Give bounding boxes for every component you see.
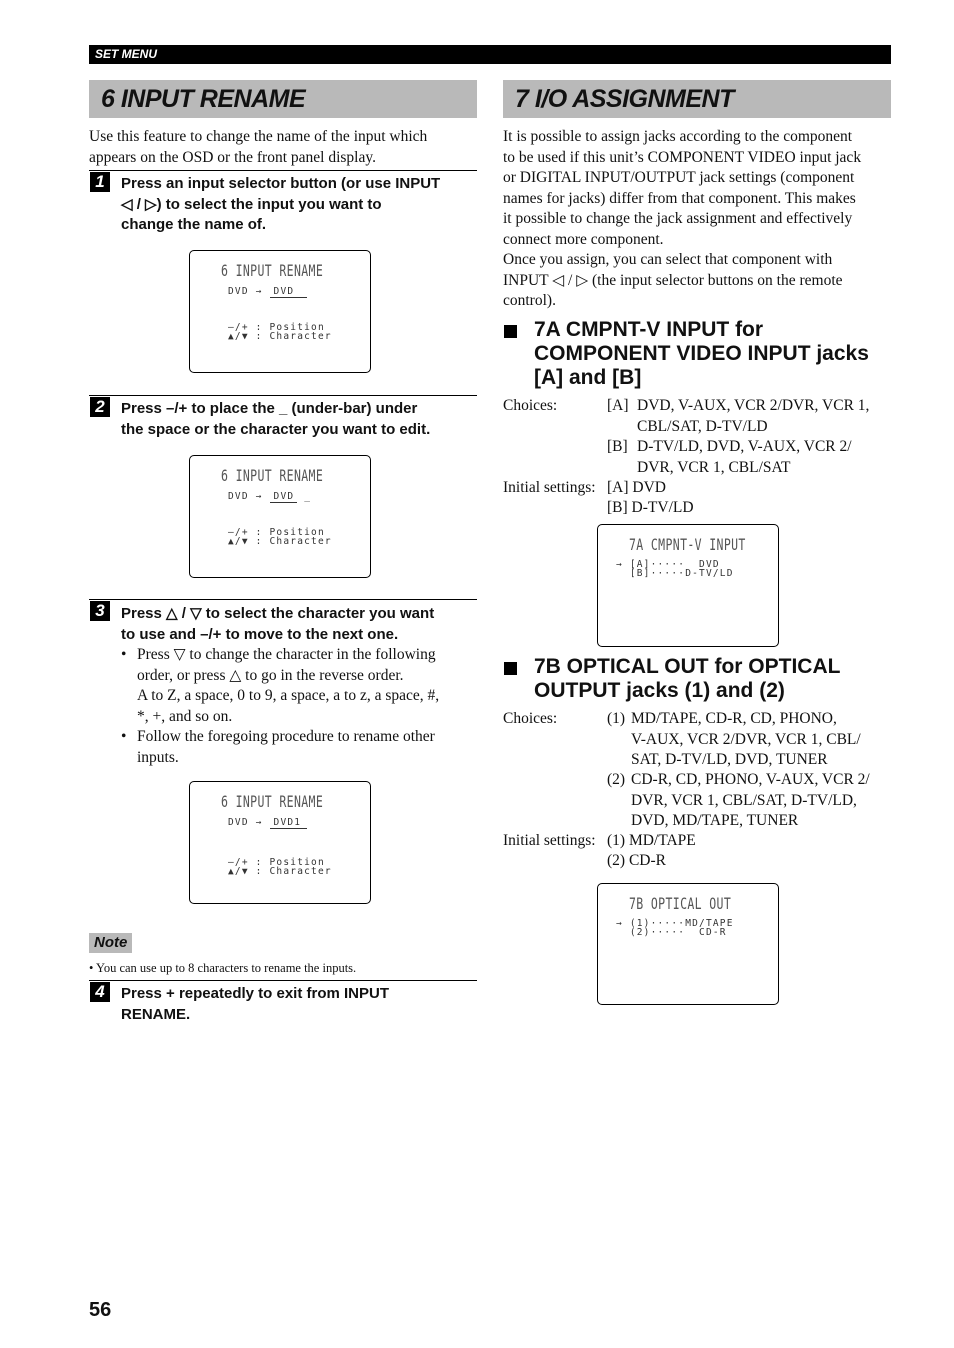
step-3-text [121, 604, 481, 645]
osd-help: –/+ : Position [228, 857, 325, 868]
page-number: 56 [89, 1299, 112, 1321]
bullet-line: inputs. [137, 748, 179, 766]
intro-line: it possible to change the jack assignment and effectively [503, 210, 853, 227]
square-bullet-icon [504, 662, 517, 675]
step-line: change the name of. [121, 216, 267, 233]
io-intro-paragraph [503, 127, 895, 312]
intro-line: names for jacks) differ from that component. This makes [503, 189, 856, 207]
initial-value [607, 478, 666, 499]
osd-source: DVD → [228, 491, 263, 502]
bullet-dot: • [121, 728, 127, 745]
heading-line: COMPONENT VIDEO INPUT jacks [534, 342, 869, 365]
initial-setting: MD/TAPE [628, 832, 696, 849]
osd-row: → [A]····· DVD [616, 559, 720, 570]
choice-value [637, 396, 869, 437]
section-title-input-rename: 6 INPUT RENAME [89, 80, 477, 118]
intro-line: Once you assign, you can select that component with [503, 251, 833, 268]
choice-line: V-AUX, VCR 2/DVR, VCR 1, CBL/ [631, 730, 861, 748]
initial-value [607, 498, 694, 519]
intro-line: or DIGITAL INPUT/OUTPUT jack settings (component [503, 169, 855, 186]
osd-title: 6 INPUT RENAME [221, 792, 324, 811]
bullet-line: order, or press △ to go in the reverse order. [137, 666, 404, 684]
step-line: to use and –/+ to move to the next one. [121, 625, 399, 643]
square-bullet-icon [504, 325, 517, 338]
osd-screen-3 [189, 781, 371, 904]
intro-line: control). [503, 292, 556, 309]
osd-source: DVD → [228, 286, 263, 297]
choice-key: (1) [607, 710, 626, 727]
choice-line: CD-R, CD, PHONO, V-AUX, VCR 2/ [631, 771, 870, 788]
step-1-text [121, 174, 481, 236]
step-line: Press + repeatedly to exit from INPUT [121, 985, 390, 1002]
step-divider [89, 980, 477, 981]
choice-line: DVR, VCR 1, CBL/SAT, D-TV/LD, [631, 791, 857, 809]
step-line: ◁ / ▷) to select the input you want to [121, 195, 382, 213]
choice-value [631, 709, 861, 771]
osd-help: ▲/▼ : Character [228, 536, 332, 547]
bullet-dot: • [89, 961, 97, 975]
heading-line: OUTPUT jacks (1) and (2) [534, 679, 785, 702]
osd-value: DVD1 [270, 817, 308, 829]
osd-row [228, 492, 311, 502]
choice-line: CBL/SAT, D-TV/LD [637, 417, 768, 435]
osd-row: (2)····· CD-R [616, 927, 727, 938]
initial-value [607, 851, 666, 872]
bullet-line: Press ▽ to change the character in the following [137, 646, 436, 663]
osd-help: ▲/▼ : Character [228, 331, 332, 342]
osd-value: DVD [270, 491, 298, 503]
heading-line: 7A CMPNT-V INPUT for [534, 318, 764, 341]
subsection-heading-7b [534, 655, 894, 703]
step-line: Press △ / ▽ to select the character you want [121, 605, 435, 622]
osd-row: [B]·····D-TV/LD [616, 568, 734, 579]
bullet-item [121, 727, 477, 768]
initial-key: [B] [607, 499, 628, 516]
section-title-io-assignment: 7 I/O ASSIGNMENT [503, 80, 891, 118]
osd-value: DVD [270, 286, 308, 298]
osd-row [228, 818, 307, 828]
osd-help: –/+ : Position [228, 527, 325, 538]
choice-key: [A] [607, 397, 629, 414]
choice-value [637, 437, 852, 478]
bullet-dot: • [121, 646, 127, 663]
choices-label: Choices: [503, 710, 558, 727]
choices-7a [503, 396, 895, 520]
osd-help: ▲/▼ : Character [228, 866, 332, 877]
choice-line: MD/TAPE, CD-R, CD, PHONO, [631, 710, 837, 727]
initial-label: Initial settings: [503, 832, 596, 849]
osd-screen-1 [189, 250, 371, 373]
osd-screen-7a [597, 524, 779, 647]
step-line: Press –/+ to place the _ (under-bar) under [121, 400, 418, 417]
osd-cursor: _ [304, 491, 312, 502]
step-number-1: 1 [90, 172, 110, 192]
choice-key: [B] [607, 438, 628, 455]
bullet-line: A to Z, a space, 0 to 9, a space, a to z, a space, #, [137, 687, 440, 704]
osd-row [228, 287, 307, 297]
osd-title: 6 INPUT RENAME [221, 466, 324, 485]
initial-key: (1) [607, 832, 626, 849]
initial-setting: DVD [632, 479, 666, 496]
intro-line: connect more component. [503, 230, 664, 248]
step-divider [89, 395, 477, 396]
osd-help: –/+ : Position [228, 322, 325, 333]
osd-source: DVD → [228, 817, 263, 828]
choice-line: D-TV/LD, DVD, V-AUX, VCR 2/ [637, 438, 852, 455]
step-3-bullets [121, 645, 477, 768]
choices-7b [503, 709, 895, 875]
step-line: the space or the character you want to edit. [121, 420, 431, 438]
initial-key: [A] [607, 479, 629, 496]
intro-paragraph [89, 127, 477, 168]
subsection-heading-7a [534, 318, 894, 390]
osd-title: 7A CMPNT-V INPUT [629, 535, 746, 554]
intro-line: appears on the OSD or the front panel display. [89, 148, 376, 166]
intro-line: to be used if this unit’s COMPONENT VIDEO input jack [503, 148, 862, 166]
step-line: RENAME. [121, 1005, 191, 1023]
bullet-line: Follow the foregoing procedure to rename other [137, 728, 435, 745]
heading-line: [A] and [B] [534, 366, 642, 389]
note-content: You can use up to 8 characters to rename the inputs. [96, 961, 357, 975]
note-label: Note [89, 933, 132, 953]
intro-line: It is possible to assign jacks according to the component [503, 128, 853, 145]
step-divider [89, 170, 477, 171]
choice-value [631, 770, 870, 832]
intro-line: INPUT ◁ / ▷ (the input selector buttons on the remote [503, 271, 843, 289]
initial-setting: CD-R [628, 852, 666, 869]
initial-label: Initial settings: [503, 479, 596, 496]
step-2-text [121, 399, 481, 440]
step-line: Press an input selector button (or use INPUT [121, 175, 441, 192]
osd-screen-2 [189, 455, 371, 578]
step-4-text [121, 984, 481, 1025]
step-number-4: 4 [90, 982, 110, 1002]
intro-line: Use this feature to change the name of the input which [89, 128, 428, 145]
step-number-3: 3 [90, 601, 110, 621]
heading-line: 7B OPTICAL OUT for OPTICAL [534, 655, 841, 678]
bullet-line: *, +, and so on. [137, 707, 233, 725]
choice-line: SAT, D-TV/LD, DVD, TUNER [631, 751, 828, 768]
osd-screen-7b [597, 883, 779, 1005]
choice-key: (2) [607, 771, 626, 788]
choice-line: DVD, MD/TAPE, TUNER [631, 812, 799, 829]
step-number-2: 2 [90, 397, 110, 417]
note-text [89, 960, 477, 976]
running-header: SET MENU [89, 45, 891, 64]
initial-setting: D-TV/LD [631, 499, 694, 516]
choice-line: DVD, V-AUX, VCR 2/DVR, VCR 1, [637, 397, 870, 414]
bullet-item [121, 645, 477, 727]
osd-title: 7B OPTICAL OUT [629, 894, 732, 913]
initial-key: (2) [607, 852, 626, 869]
osd-row: → (1)·····MD/TAPE [616, 918, 734, 929]
step-divider [89, 599, 477, 600]
choice-line: DVR, VCR 1, CBL/SAT [637, 458, 791, 476]
osd-title: 6 INPUT RENAME [221, 261, 324, 280]
choices-label: Choices: [503, 397, 558, 414]
initial-value [607, 831, 696, 852]
